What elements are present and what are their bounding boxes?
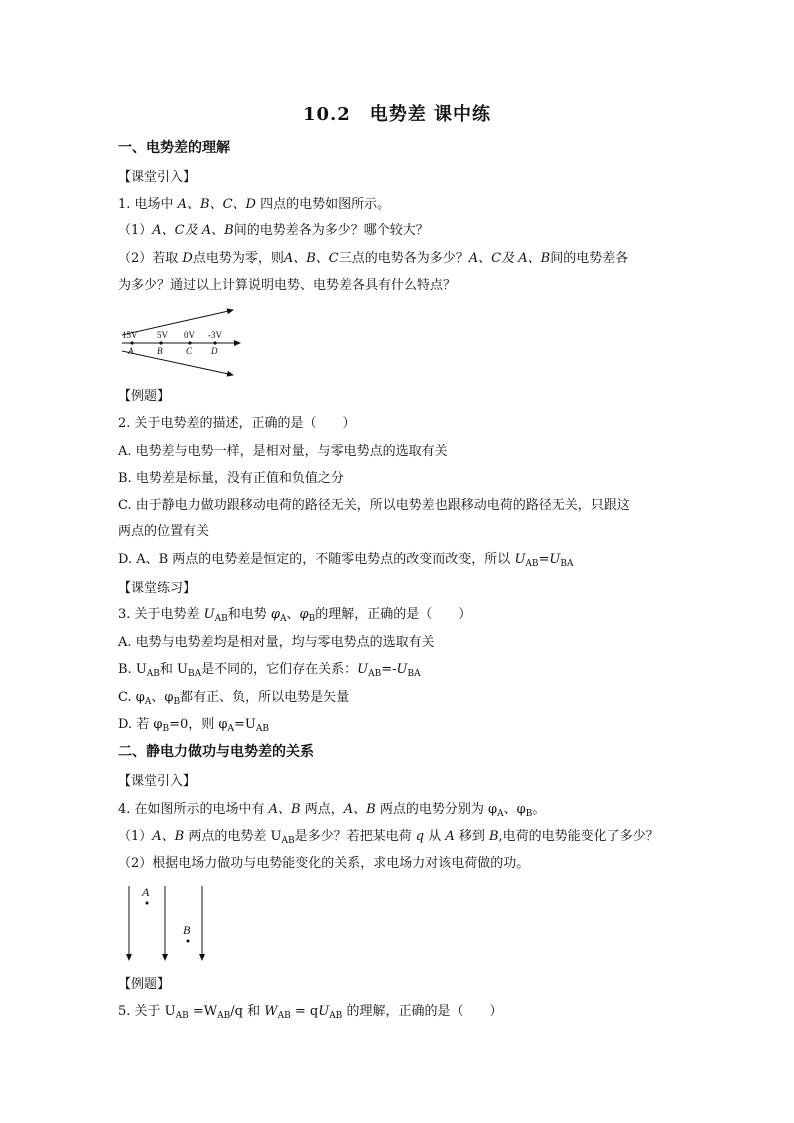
potential-label-b: 5V bbox=[157, 330, 168, 340]
point-c-dot bbox=[188, 341, 191, 344]
page-title: 10.2 电势差 课中练 bbox=[302, 104, 492, 125]
figure-2-vertical-field bbox=[120, 882, 210, 964]
question-3-option-c: C. $\varphi_A$、$\varphi_B$都有正、负，所以电势是矢量 bbox=[118, 690, 350, 707]
potential-label-c: 0V bbox=[184, 330, 195, 340]
question-1-stem: 1. 电场中 A、B、C、D 四点的电势如图所示。 bbox=[118, 197, 391, 212]
arrowhead-middle bbox=[162, 954, 168, 961]
label-class-intro-1: 【课堂引入】 bbox=[118, 170, 197, 185]
question-5-stem: 5. 关于 $U_{AB} =W_{AB}/q$ 和 $W_{AB} = qU_{AB}$ 的理解，正确的是（ ） bbox=[118, 1004, 503, 1021]
figure-1-potential-line bbox=[118, 305, 248, 380]
arrowhead-right bbox=[199, 954, 205, 961]
label-class-intro-2: 【课堂引入】 bbox=[118, 774, 197, 789]
label-example-1: 【例题】 bbox=[118, 389, 171, 404]
question-1-part-2-cont: 为多少？通过以上计算说明电势、电势差各具有什么特点？ bbox=[118, 278, 457, 293]
question-4-part-1: （1）A、B 两点的电势差 $U_{AB}$是多少？若把某电荷 q 从 A 移到 B,电荷的电势能变化了多少？ bbox=[118, 829, 659, 846]
question-2-option-c-cont: 两点的位置有关 bbox=[118, 524, 210, 539]
point-label-b: B bbox=[157, 346, 163, 356]
point-label-a: A bbox=[128, 346, 134, 356]
question-3-option-d: D. 若 $\varphi_B=0$，则 $\varphi_A=U_{AB}$ bbox=[118, 717, 269, 734]
point-a-dot bbox=[130, 341, 133, 344]
point-label-c: C bbox=[186, 346, 193, 356]
point-b-dot bbox=[159, 341, 162, 344]
point-label-a: A bbox=[142, 885, 150, 899]
label-example-2: 【例题】 bbox=[118, 977, 171, 992]
question-2-option-c: C. 由于静电力做功跟移动电荷的路径无关，所以电势差也跟移动电荷的路径无关，只跟这 bbox=[118, 498, 630, 513]
point-label-b: B bbox=[183, 923, 191, 937]
label-practice-1: 【课堂练习】 bbox=[118, 581, 197, 596]
section-heading-2: 二、静电力做功与电势差的关系 bbox=[118, 744, 314, 760]
question-2-option-b: B. 电势差是标量，没有正值和负值之分 bbox=[118, 471, 344, 486]
question-4-stem: 4. 在如图所示的电场中有 A、B 两点，A、B 两点的电势分别为 $\varphi_A$、$\varphi_B$。 bbox=[118, 802, 546, 819]
question-3-option-a: A. 电势与电势差均是相对量，均与零电势点的选取有关 bbox=[118, 635, 435, 650]
question-3-stem: 3. 关于电势差 $U_{AB}$和电势 $\varphi_A$、$\varphi_B$的理解，正确的是（ ） bbox=[118, 607, 472, 624]
question-1-part-1: （1）A、C及 A、B间的电势差各为多少？哪个较大？ bbox=[118, 223, 429, 238]
question-2-stem: 2. 关于电势差的描述，正确的是（ ） bbox=[118, 416, 356, 431]
point-d-dot bbox=[213, 341, 216, 344]
point-label-d: D bbox=[211, 346, 218, 356]
section-heading-1: 一、电势差的理解 bbox=[118, 140, 230, 156]
potential-label-a: 15V bbox=[122, 330, 138, 340]
question-3-option-b: B. $U_{AB}$和 $U_{BA}$是不同的，它们存在关系：$U_{AB}=-U_{BA}$ bbox=[118, 662, 421, 679]
arrowhead-left bbox=[126, 954, 132, 961]
point-b-dot bbox=[187, 940, 190, 943]
question-2-option-d: D. A、B 两点的电势差是恒定的，不随零电势点的改变而改变，所以 $U_{AB}=U_{BA}$ bbox=[118, 552, 574, 569]
question-4-part-2: （2）根据电场力做功与电势能变化的关系，求电场力对该电荷做的功。 bbox=[118, 856, 530, 871]
potential-label-d: -3V bbox=[208, 330, 222, 340]
question-1-part-2: （2）若取 D点电势为零，则A、B、C三点的电势各为多少？A、C及 A、B间的电势差各 bbox=[118, 251, 629, 266]
point-a-dot bbox=[146, 902, 149, 905]
question-2-option-a: A. 电势差与电势一样，是相对量，与零电势点的选取有关 bbox=[118, 444, 448, 459]
